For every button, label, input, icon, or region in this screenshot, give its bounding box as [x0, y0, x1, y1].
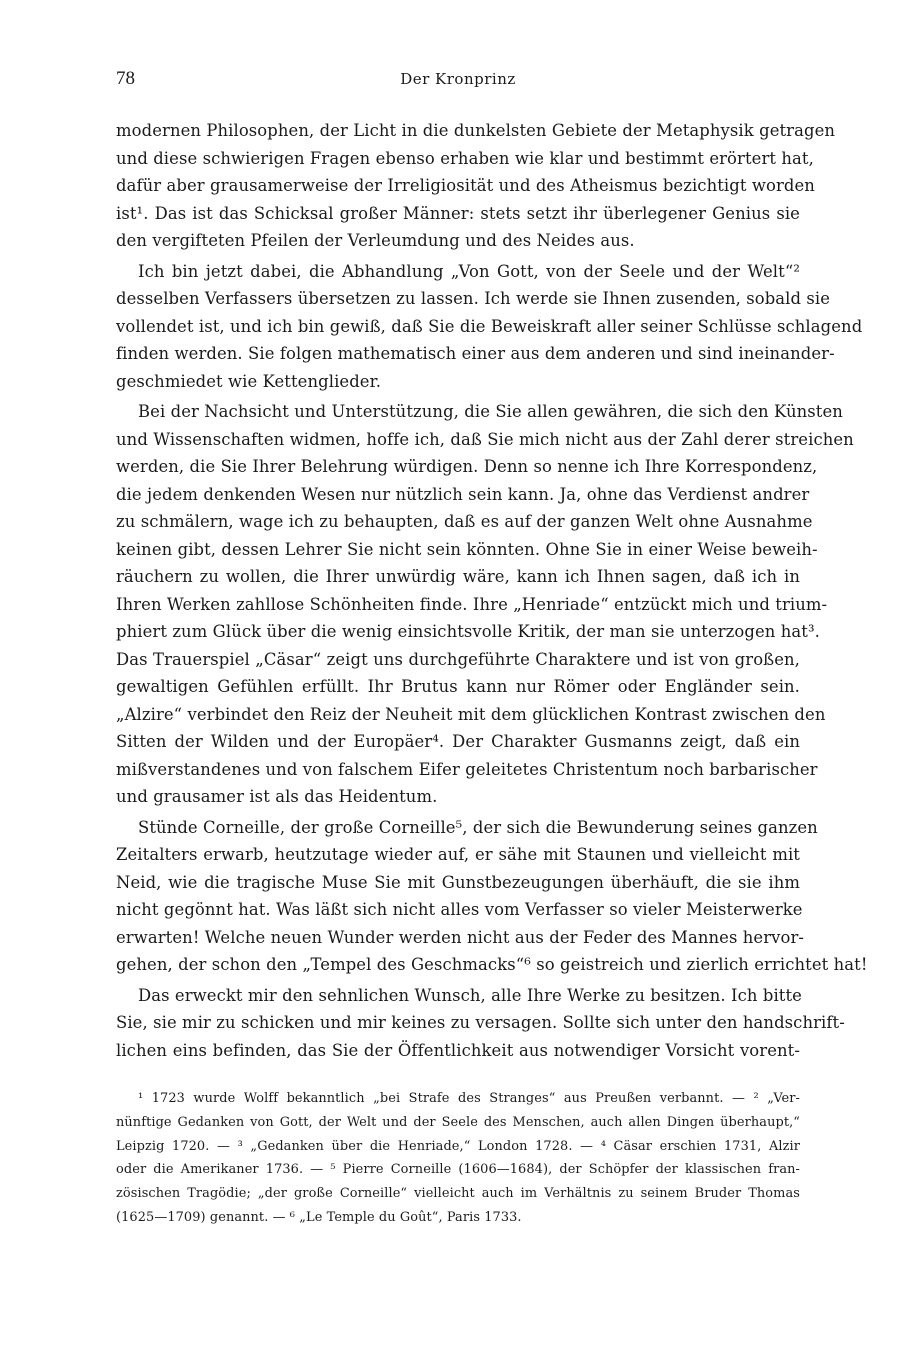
text-line: gehen, der schon den „Tempel des Geschmacks“⁶ so geistreich und zierlich errichtet hat!	[116, 955, 868, 974]
text-line: und grausamer ist als das Heidentum.	[116, 787, 438, 806]
body-text	[116, 117, 868, 1064]
text-line: Neid, wie die tragische Muse Sie mit Gunstbezeugungen überhäuft, die sie ihm	[116, 872, 800, 892]
footnote-line: (1625—1709) genannt. — ⁶ „Le Temple du Goût“, Paris 1733.	[116, 1209, 522, 1225]
footnote-line: ¹ 1723 wurde Wolff bekanntlich „bei Strafe des Stranges“ aus Preußen verbannt. — ² „Ver-	[138, 1091, 800, 1106]
text-line: Sitten der Wilden und der Europäer⁴. Der Charakter Gusmanns zeigt, daß ein	[116, 732, 800, 751]
text-line: und Wissenschaften widmen, hoffe ich, daß Sie mich nicht aus der Zahl derer streichen	[116, 429, 854, 449]
page-number: 78	[116, 68, 135, 89]
text-line: desselben Verfassers übersetzen zu lassen. Ich werde sie Ihnen zusenden, sobald sie	[116, 289, 831, 308]
text-line: lichen eins befinden, das Sie der Öffentlichkeit aus notwendiger Vorsicht vorent-	[116, 1040, 800, 1060]
text-line: nicht gegönnt hat. Was läßt sich nicht alles vom Verfasser so vieler Meisterwerke	[116, 900, 803, 919]
text-line: phiert zum Glück über die wenig einsichtsvolle Kritik, der man sie unterzogen hat³.	[116, 622, 820, 641]
footnote-line: Leipzig 1720. — ³ „Gedanken über die Henriade,“ London 1728. — ⁴ Cäsar erschien 1731, Alzir	[116, 1138, 800, 1154]
footnote-line: nünftige Gedanken von Gott, der Welt und der Seele des Menschen, auch allen Dingen überhaupt,“	[116, 1114, 800, 1130]
text-line: mißverstandenes und von falschem Eifer geleitetes Christentum noch barbarischer	[116, 759, 818, 779]
text-line: „Alzire“ verbindet den Reiz der Neuheit mit dem glücklichen Kontrast zwischen den	[116, 704, 826, 724]
text-line: Ich bin jetzt dabei, die Abhandlung „Von Gott, von der Seele und der Welt“²	[138, 261, 800, 281]
text-line: keinen gibt, dessen Lehrer Sie nicht sein könnten. Ohne Sie in einer Weise beweih-	[116, 539, 818, 559]
text-line: geschmiedet wie Kettenglieder.	[116, 371, 382, 391]
text-line: Zeitalters erwarb, heutzutage wieder auf, er sähe mit Staunen und vielleicht mit	[116, 845, 800, 864]
paragraph	[116, 398, 854, 811]
text-line: finden werden. Sie folgen mathematisch einer aus dem anderen und sind ineinander-	[116, 344, 835, 363]
footnote-line: oder die Amerikaner 1736. — ⁵ Pierre Corneille (1606—1684), der Schöpfer der klassischen fran-	[116, 1162, 800, 1178]
page-header	[116, 68, 800, 94]
paragraph	[116, 117, 836, 255]
paragraph	[116, 982, 845, 1065]
text-line: erwarten! Welche neuen Wunder werden nicht aus der Feder des Mannes hervor-	[116, 927, 805, 947]
text-line: Sie, sie mir zu schicken und mir keines zu versagen. Sollte sich unter den handschrift-	[116, 1013, 845, 1032]
text-line: Ihren Werken zahllose Schönheiten finde. Ihre „Henriade“ entzückt mich und trium-	[116, 594, 828, 614]
text-line: vollendet ist, und ich bin gewiß, daß Sie die Beweiskraft aller seiner Schlüsse schlagend	[116, 316, 863, 336]
text-line: räuchern zu wollen, die Ihrer unwürdig wäre, kann ich Ihnen sagen, daß ich in	[116, 567, 800, 586]
text-line: Bei der Nachsicht und Unterstützung, die Sie allen gewähren, die sich den Künsten	[138, 402, 843, 421]
text-line: und diese schwierigen Fragen ebenso erhaben wie klar und bestimmt erörtert hat,	[116, 148, 814, 168]
text-line: werden, die Sie Ihrer Belehrung würdigen. Denn so nenne ich Ihre Korrespondenz,	[116, 457, 818, 476]
text-line: Stünde Corneille, der große Corneille⁵, der sich die Bewunderung seines ganzen	[138, 817, 818, 837]
text-line: die jedem denkenden Wesen nur nützlich sein kann. Ja, ohne das Verdienst andrer	[116, 484, 810, 504]
text-line: Das Trauerspiel „Cäsar“ zeigt uns durchgeführte Charaktere und ist von großen,	[116, 649, 800, 669]
text-line: zu schmälern, wage ich zu behaupten, daß es auf der ganzen Welt ohne Ausnahme	[116, 512, 813, 531]
text-line: Das erweckt mir den sehnlichen Wunsch, alle Ihre Werke zu besitzen. Ich bitte	[138, 985, 802, 1005]
footnotes	[116, 1087, 800, 1230]
text-line: gewaltigen Gefühlen erfüllt. Ihr Brutus kann nur Römer oder Engländer sein.	[116, 677, 800, 696]
paragraph	[116, 258, 863, 396]
text-line: den vergifteten Pfeilen der Verleumdung und des Neides aus.	[116, 231, 635, 250]
text-line: dafür aber grausamerweise der Irreligiosität und des Atheismus bezichtigt worden	[116, 176, 815, 195]
footnote-line: zösischen Tragödie; „der große Corneille“ vielleicht auch im Verhältnis zu seinem Bruder Thomas	[116, 1186, 800, 1202]
text-line: modernen Philosophen, der Licht in die dunkelsten Gebiete der Metaphysik getragen	[116, 121, 836, 140]
running-title: Der Kronprinz	[400, 70, 516, 88]
text-line: ist¹. Das ist das Schicksal großer Männer: stets setzt ihr überlegener Genius sie	[116, 203, 800, 223]
paragraph	[116, 814, 868, 979]
